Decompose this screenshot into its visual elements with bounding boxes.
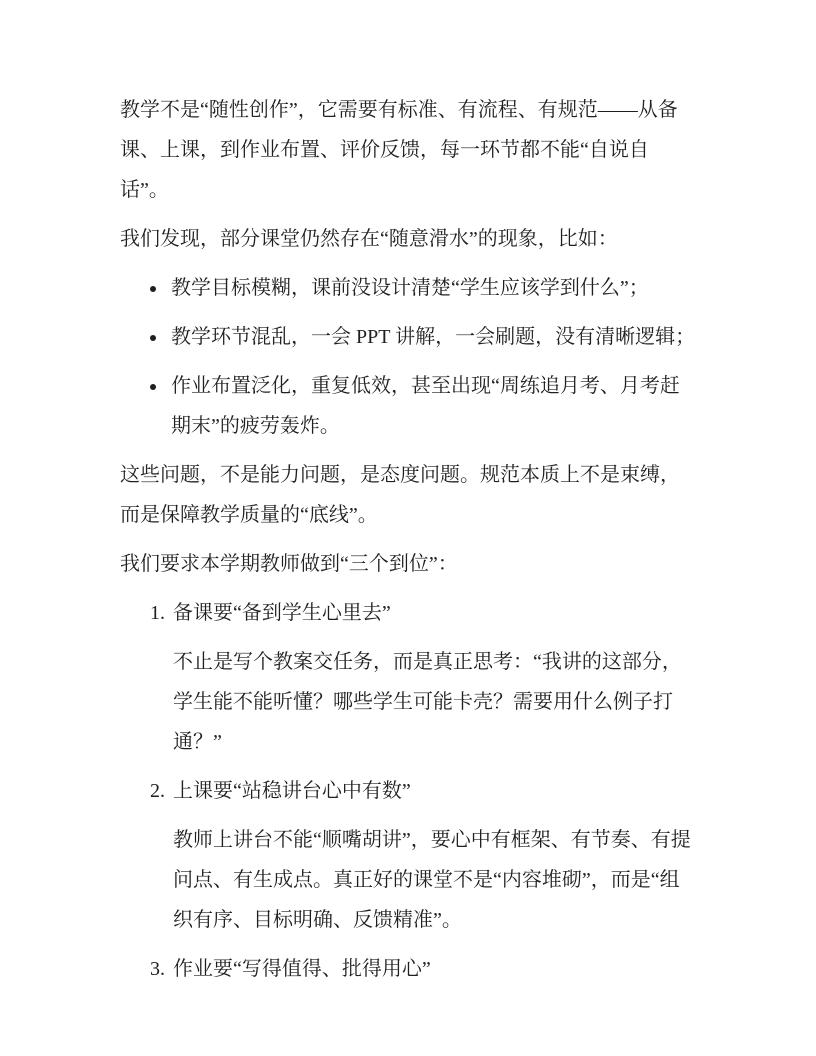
- numbered-list: [120, 593, 696, 989]
- paragraph-attitude: 这些问题，不是能力问题，是态度问题。规范本质上不是束缚，而是保障教学质量的“底线”。: [120, 464, 680, 526]
- numbered-item-3-title: 3. 作业要“写得值得、批得用心”: [173, 958, 431, 980]
- numbered-item-2-body: 教师上讲台不能“顺嘴胡讲”，要心中有框架、有节奏、有提问点、有生成点。真正好的课堂不是“内容堆砌”，而是“组织有序、目标明确、反馈精准”。: [173, 829, 691, 931]
- paragraph-intro: 教学不是“随性创作”，它需要有标准、有流程、有规范——从备课、上课，到作业布置、评价反馈，每一环节都不能“自说自话”。: [120, 99, 678, 201]
- numbered-item-1: [170, 593, 696, 762]
- paragraph-problems-lead: 我们发现，部分课堂仍然存在“随意滑水”的现象，比如：: [120, 228, 618, 250]
- numbered-item-2: [170, 771, 696, 940]
- bullet-item-1: • 教学目标模糊，课前没设计清楚“学生应该学到什么”；: [168, 268, 696, 308]
- paragraph-requirements-lead: 我们要求本学期教师做到“三个到位”：: [120, 553, 458, 575]
- numbered-item-3: [170, 949, 696, 989]
- bullet-list: [120, 268, 696, 446]
- numbered-item-1-body: 不止是写个教案交任务，而是真正思考：“我讲的这部分，学生能不能听懂？哪些学生可能卡壳？需要用什么例子打通？”: [173, 651, 682, 753]
- numbered-item-2-title: 2. 上课要“站稳讲台心中有数”: [173, 780, 411, 802]
- bullet-item-2: • 教学环节混乱，一会 PPT 讲解，一会刷题，没有清晰逻辑；: [168, 317, 696, 357]
- numbered-item-1-title: 1. 备课要“备到学生心里去”: [173, 602, 391, 624]
- bullet-item-3: • 作业布置泛化，重复低效，甚至出现“周练追月考、月考赶期末”的疲劳轰炸。: [168, 366, 696, 446]
